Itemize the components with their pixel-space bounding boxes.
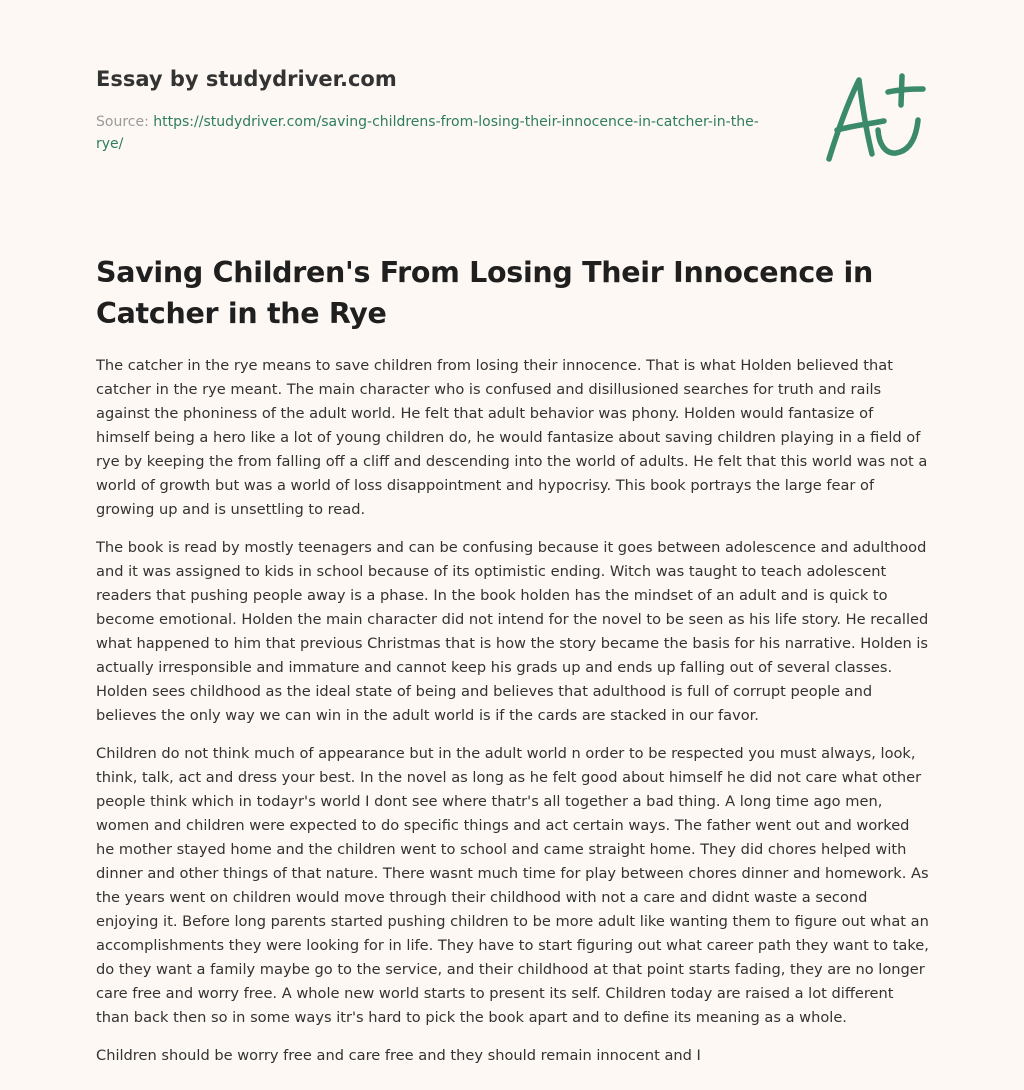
- source-link[interactable]: https://studydriver.com/saving-childrens-from-losing-their-innocence-in-catcher-in-the-rye/: [96, 114, 759, 152]
- essay-title: Saving Children's From Losing Their Innocence in Catcher in the Rye: [96, 256, 874, 330]
- paragraph: Children should be worry free and care free and they should remain innocent and I: [96, 1047, 701, 1064]
- brand-title: Essay by studydriver.com: [96, 67, 397, 91]
- paragraph: The catcher in the rye means to save children from losing their innocence. That is what Holden believed that catcher in the rye meant. The main character who is confused and disillusioned searches for truth and rails against the phoniness of the adult world. He felt that adult behavior was phony. Holden would fantasize of himself being a hero like a lot of young children do, he would fantasize about saving children playing in a field of rye by keeping the from falling off a cliff and descending into the world of adults. He felt that this world was not a world of growth but was a world of loss disappointment and hypocrisy. This book portrays the large fear of growing up and is unsettling to read.: [96, 357, 928, 518]
- paragraph: The book is read by mostly teenagers and can be confusing because it goes between adolescence and adulthood and it was assigned to kids in school because of its optimistic ending. Witch was taught to teach adolescent readers that pushing people away is a phase. In the book holden has the mindset of an adult and is quick to become emotional. Holden the main character did not intend for the novel to be seen as his life story. He recalled what happened to him that previous Christmas that is how the story became the basis for his narrative. Holden is actually irresponsible and immature and cannot keep his grads up and ends up falling out of several classes. Holden sees childhood as the ideal state of being and believes that adulthood is full of corrupt people and believes the only way we can win in the adult world is if the cards are stacked in our favor.: [96, 539, 929, 724]
- essay-body: [96, 354, 930, 1082]
- source-label: Source:: [96, 114, 154, 130]
- source-line: [96, 111, 776, 155]
- paragraph: Children do not think much of appearance but in the adult world n order to be respected you must always, look, think, talk, act and dress your best. In the novel as long as he felt good about himself he did not care what other people think which in todayr's world I dont see where thatr's all together a bad thing. A long time ago men, women and children were expected to do specific things and act certain ways. The father went out and worked he mother stayed home and the children went to school and came straight home. They did chores helped with dinner and other things of that nature. There wasnt much time for play between chores dinner and homework. As the years went on children would move through their childhood with not a care and didnt waste a second enjoying it. Before long parents started pushing children to be more adult like wanting them to figure out what an accomplishments they were looking for in life. They have to start figuring out what career path they want to take, do they want a family maybe go to the service, and their childhood at that point starts fading, they are no longer care free and worry free. A whole new world starts to present its self. Children today are raised a lot different than back then so in some ways itr's hard to pick the book apart and to define its meaning as a whole.: [96, 745, 929, 1026]
- page-header: [96, 64, 796, 155]
- a-plus-logo-icon: [822, 68, 926, 166]
